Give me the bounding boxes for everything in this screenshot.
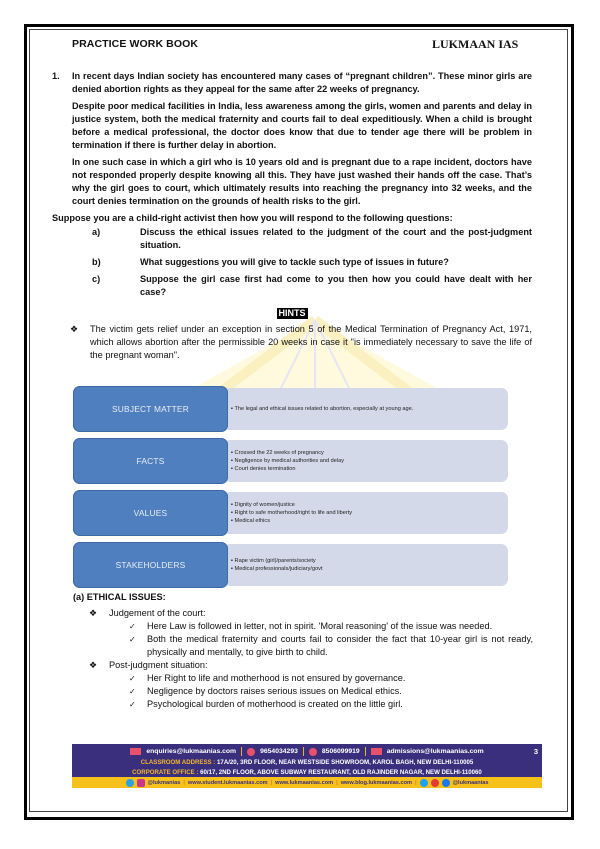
twitter-icon[interactable] [420,779,428,787]
ethical-subheading: ❖ Judgement of the court: [89,608,206,618]
social-links-bar: @lukmanias | www.student.lukmaanias.com | www.lukmaanias.com | www.blog.lukmaanias.com | @lukmaanias [72,777,542,788]
ethical-point: ✓ Here Law is followed in letter, not in spirit. 'Moral reasoning' of the issue was needed. [129,621,493,631]
checkmark-icon: ✓ [129,687,136,696]
student-site-link[interactable]: www.student.lukmaanias.com [187,779,268,786]
subquestion-b: b) What suggestions you will give to tackle such type of issues in future? [92,257,449,267]
checkmark-icon: ✓ [129,674,136,683]
diagram-label: SUBJECT MATTER [73,386,228,432]
case-analysis-diagram [73,386,509,594]
corporate-address: CORPORATE OFFICE : 60/17, 2ND FLOOR, ABOVE SUBWAY RESTAURANT, OLD RAJINDER NAGAR, NEW DELHI-110060 [132,769,482,776]
section-heading: (a) ETHICAL ISSUES: [73,592,166,602]
contact-footer [72,744,542,786]
question-paragraph: Despite poor medical facilities in India, less awareness among the girls, women and parents and delay in justice system, both the medical fraternity and courts fail to deal expeditiously. When a child is brought before a medical professional, the doctor does know that due to tender age there will be problem in termination if there is further delay in abortion. [72,101,532,150]
ethical-subheading: ❖ Post-judgment situation: [89,660,208,670]
diamond-bullet-icon: ❖ [89,608,98,618]
phone-number-2[interactable]: 8506099919 [321,748,360,755]
checkmark-icon: ✓ [129,635,136,644]
checkmark-icon: ✓ [129,622,136,631]
enquiries-email-link[interactable]: enquiries@lukmaanias.com [146,748,237,755]
diagram-label: FACTS [73,438,228,484]
whatsapp-icon [309,748,317,756]
question-paragraph: In one such case in which a girl who is 10 years old and is pregnant due to a rape incident, doctors have not responded properly despite knowing all this. They have just washed their hands off the case. That’s why the girl goes to court, which ultimately results into reaching the pregnancy into 32 weeks, and the court denies termination on the grounds of health risks to the girl. [72,157,532,206]
question-section [52,70,532,362]
header-brand: LUKMAAN IAS [432,37,519,51]
ethical-point: ✓ Her Right to life and motherhood is not ensured by governance. [129,673,406,683]
ethical-issues-section [73,592,533,711]
mail-icon [130,748,141,755]
phone-number-1[interactable]: 9654034293 [260,748,298,755]
main-site-link[interactable]: www.lukmaanias.com [275,779,334,786]
diamond-bullet-icon: ❖ [89,660,98,670]
ethical-point: ✓ Both the medical fraternity and courts fail to consider the fact that 10-year girl is not ready, physically and mentally, to give birth to child. [129,634,533,657]
question-paragraph: In recent days Indian society has encountered many cases of “pregnant children”. These minor girls are denied abortion rights as they appeal for the same after 22 weeks of pregnancy. [72,71,532,94]
ethical-point: ✓ Negligence by doctors raises serious issues on Medical ethics. [129,686,402,696]
classroom-address: CLASSROOM ADDRESS : 17A/20, 3RD FLOOR, NEAR WESTSIDE SHOWROOM, KAROL BAGH, NEW DELHI-110005 [140,759,474,766]
hints-label: HINTS [278,308,306,318]
phone-icon [247,748,255,756]
diagram-label: VALUES [73,490,228,536]
diagram-row-stakeholders: ▪ Rape victim (girl)/parents/society ▪ Medical professionals/judiciary/govt STAKEHOLDERS [73,542,509,588]
instagram-icon[interactable] [137,779,145,787]
diamond-bullet-icon: ❖ [70,324,79,334]
page-number: 3 [533,747,538,756]
checkmark-icon: ✓ [129,700,136,709]
facebook-icon[interactable] [442,779,450,787]
youtube-icon[interactable] [431,779,439,787]
mail-icon [371,748,382,755]
header-workbook-title: PRACTICE WORK BOOK [72,38,199,50]
telegram-icon[interactable] [126,779,134,787]
blog-site-link[interactable]: www.blog.lukmaanias.com [340,779,412,786]
hint-bullet: ❖ The victim gets relief under an exception in section 5 of the Medical Termination of Pregnancy Act, 1971, which allows abortion after the permissible 20 weeks in case it "is immediately necessary to save the life of the pregnant woman". [70,324,532,360]
diagram-row-values: ▪ Dignity of women/justice ▪ Right to safe motherhood/right to life and liberty ▪ Medical ethics VALUES [73,490,509,536]
question-number: 1. [52,71,60,81]
ethical-point: ✓ Psychological burden of motherhood is created on the little girl. [129,699,403,709]
social-handle-link[interactable]: @lukmaanias [452,779,489,786]
diagram-row-subject-matter: ▪ The legal and ethical issues related to abortion, especially at young age. SUBJECT MATTER [73,386,509,432]
question-1 [52,70,532,212]
subquestion-c: c) Suppose the girl case first had come to you then how you could have dealt with her case? [92,274,532,297]
admissions-email-link[interactable]: admissions@lukmaanias.com [386,748,484,755]
diagram-row-facts: ▪ Crossed the 22 weeks of pregnancy ▪ Negligence by medical authorities and delay ▪ Court denies termination FACTS [73,438,509,484]
question-prompt: Suppose you are a child-right activist then how you will respond to the following questions: [52,213,453,223]
diagram-label: STAKEHOLDERS [73,542,228,588]
subquestion-a: a) Discuss the ethical issues related to the judgment of the court and the post-judgment situation. [92,227,532,250]
social-handle-link[interactable]: @lukmanias [147,779,181,786]
